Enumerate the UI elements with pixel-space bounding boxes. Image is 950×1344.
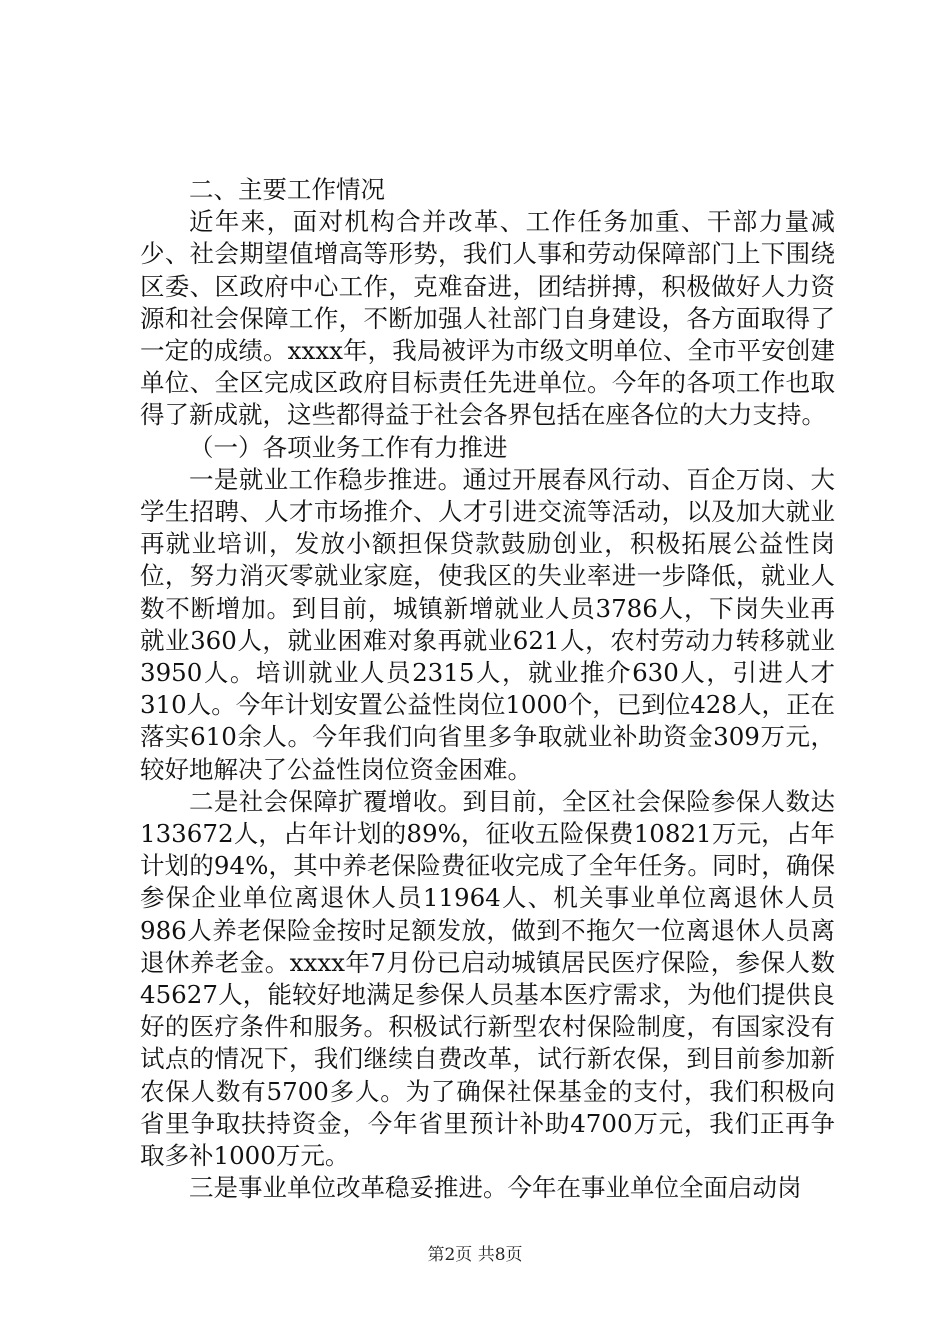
- subsection-heading: （一）各项业务工作有力推进: [189, 432, 508, 462]
- page-footer: [0, 1244, 950, 1266]
- page-number: 第2页 共8页: [427, 1245, 523, 1265]
- paragraph-employment: 一是就业工作稳步推进。通过开展春风行动、百企万岗、大学生招聘、人才市场推介、人才引进交流等活动，以及加大就业再就业培训，发放小额担保贷款鼓励创业，积极拓展公益性岗位，努力消灭零就业家庭，使我区的失业率进一步降低，就业人数不断增加。到目前，城镇新增就业人员3786人，下岗失业再就业360人，就业困难对象再就业621人，农村劳动力转移就业3950人。培训就业人员2315人，就业推介630人，引进人才310人。今年计划安置公益性岗位1000个，已到位428人，正在落实610余人。今年我们向省里多争取就业补助资金309万元，较好地解决了公益性岗位资金困难。: [140, 464, 835, 784]
- paragraph-institution-reform: 三是事业单位改革稳妥推进。今年在事业单位全面启动岗: [189, 1173, 802, 1203]
- section-heading: 二、主要工作情况: [189, 175, 385, 204]
- paragraph-social-security: 二是社会保障扩覆增收。到目前，全区社会保险参保人数达133672人，占年计划的89%，征收五险保费10821万元，占年计划的94%，其中养老保险费征收完成了全年任务。同时，确保参保企业单位离退休人员11964人、机关事业单位离退休人员986人养老保险金按时足额发放，做到不拖欠一位离退休人员离退休养老金。xxxx年7月份已启动城镇居民医疗保险，参保人数45627人，能较好地满足参保人员基本医疗需求，为他们提供良好的医疗条件和服务。积极试行新型农村保险制度，有国家没有试点的情况下，我们继续自费改革，试行新农保，到目前参加新农保人数有5700多人。为了确保社保基金的支付，我们积极向省里争取扶持资金，今年省里预计补助4700万元，我们正再争取多补1000万元。: [140, 786, 835, 1171]
- paragraph-intro: 近年来，面对机构合并改革、工作任务加重、干部力量减少、社会期望值增高等形势，我们人事和劳动保障部门上下围绕区委、区政府中心工作，克难奋进，团结拼搏，积极做好人力资源和社会保障工作，不断加强人社部门自身建设，各方面取得了一定的成绩。xxxx年，我局被评为市级文明单位、全市平安创建单位、全区完成区政府目标责任先进单位。今年的各项工作也取得了新成就，这些都得益于社会各界包括在座各位的大力支持。: [140, 207, 835, 430]
- document-body: [140, 174, 835, 1205]
